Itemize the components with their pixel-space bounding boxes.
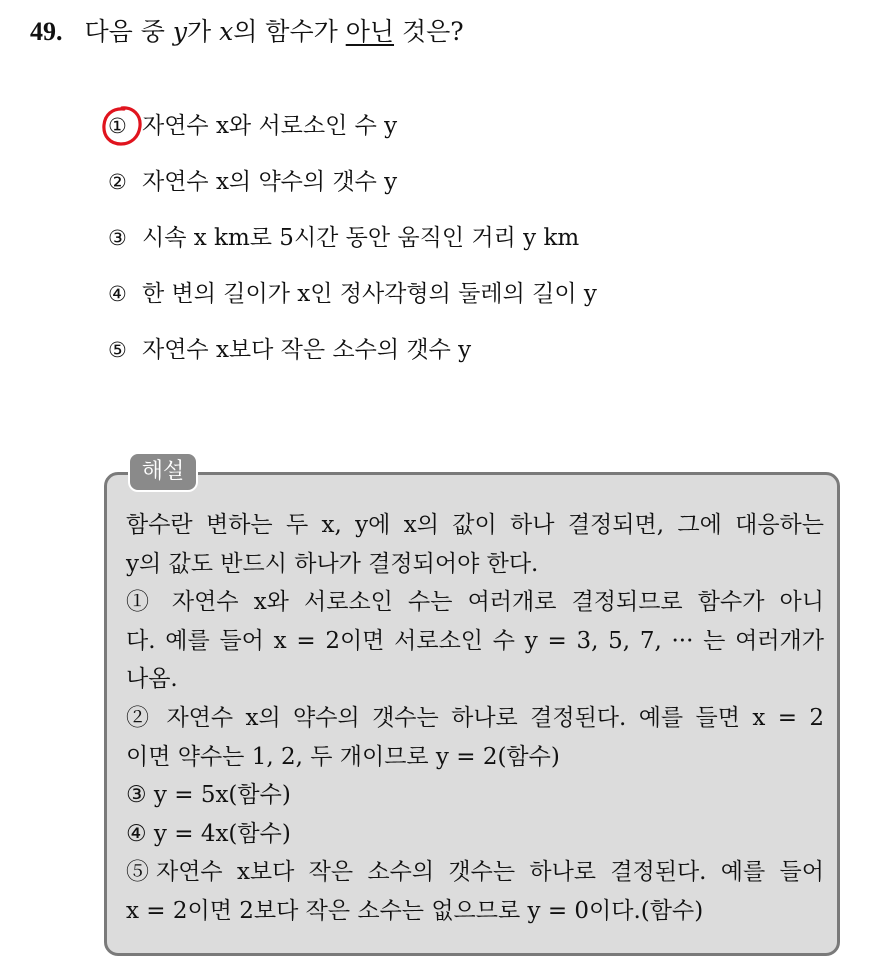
solution-line-text: ② 자연수 x의 약수의 갯수는 하나로 결정된다. 예를 들면 x = 2	[126, 704, 824, 731]
solution-line-text: ③ y = 5x(함수)	[126, 782, 291, 809]
solution-text	[126, 506, 824, 931]
question-var-y: y	[172, 17, 187, 46]
solution-line-text: x = 2이면 2보다 작은 소수는 없으므로 y = 0이다.(함수)	[126, 897, 704, 924]
solution-line	[126, 660, 824, 699]
solution-line	[126, 738, 824, 777]
option-text: 자연수 x보다 작은 소수의 갯수 y	[142, 337, 472, 363]
solution-line-text: 함수란 변하는 두 x, y에 x의 값이 하나 결정되면, 그에 대응하는	[126, 512, 824, 538]
solution-line-text: 이면 약수는 1, 2, 두 개이므로 y = 2(함수)	[126, 743, 560, 770]
option-marker: ②	[108, 170, 127, 194]
option-3[interactable]	[108, 216, 597, 272]
option-4[interactable]	[108, 272, 597, 328]
option-5[interactable]	[108, 328, 597, 384]
option-text: 자연수 x의 약수의 갯수 y	[142, 169, 398, 195]
question-text-part: 다음 중	[84, 17, 173, 46]
solution-line-text: ① 자연수 x와 서로소인 수는 여러개로 결정되므로 함수가 아니	[126, 589, 824, 616]
option-marker: ③	[108, 226, 127, 250]
option-marker: ⑤	[108, 338, 127, 362]
question-text-part: 것은?	[394, 17, 464, 46]
solution-line	[126, 545, 824, 584]
solution-line-text: ⑤자연수 x보다 작은 소수의 갯수는 하나로 결정된다. 예를 들어	[126, 859, 824, 886]
solution-line-text: ④ y = 4x(함수)	[126, 820, 291, 847]
solution-line	[126, 699, 824, 738]
solution-line-text: 다. 예를 들어 x = 2이면 서로소인 수 y = 3, 5, 7, ··· 는 여러개가	[126, 627, 824, 654]
question-text-part: 의 함수가	[233, 17, 346, 46]
option-2[interactable]	[108, 160, 597, 216]
solution-line	[126, 622, 824, 661]
solution-line	[126, 506, 824, 545]
option-text: 한 변의 길이가 x인 정사각형의 둘레의 길이 y	[142, 281, 597, 307]
answer-options	[108, 104, 597, 384]
solution-line	[126, 892, 824, 931]
solution-tag: 해설	[128, 452, 198, 492]
question-number: 49.	[30, 17, 63, 46]
solution-line-text: y의 값도 반드시 하나가 결정되어야 한다.	[126, 550, 539, 577]
question-text	[85, 17, 464, 46]
solution-line-text: 나옴.	[126, 666, 178, 693]
option-text: 시속 x km로 5시간 동안 움직인 거리 y km	[142, 225, 580, 251]
option-marker: ①	[108, 114, 127, 138]
solution-line	[126, 815, 824, 854]
question-text-part: 가	[186, 17, 220, 46]
solution-line	[126, 853, 824, 892]
solution-line	[126, 583, 824, 622]
option-text: 자연수 x와 서로소인 수 y	[142, 113, 398, 139]
question-var-x: x	[219, 17, 234, 46]
solution-line	[126, 776, 824, 815]
option-marker: ④	[108, 282, 127, 306]
question-underlined-word: 아닌	[345, 17, 395, 46]
question	[30, 14, 464, 50]
option-1[interactable]	[108, 104, 597, 160]
